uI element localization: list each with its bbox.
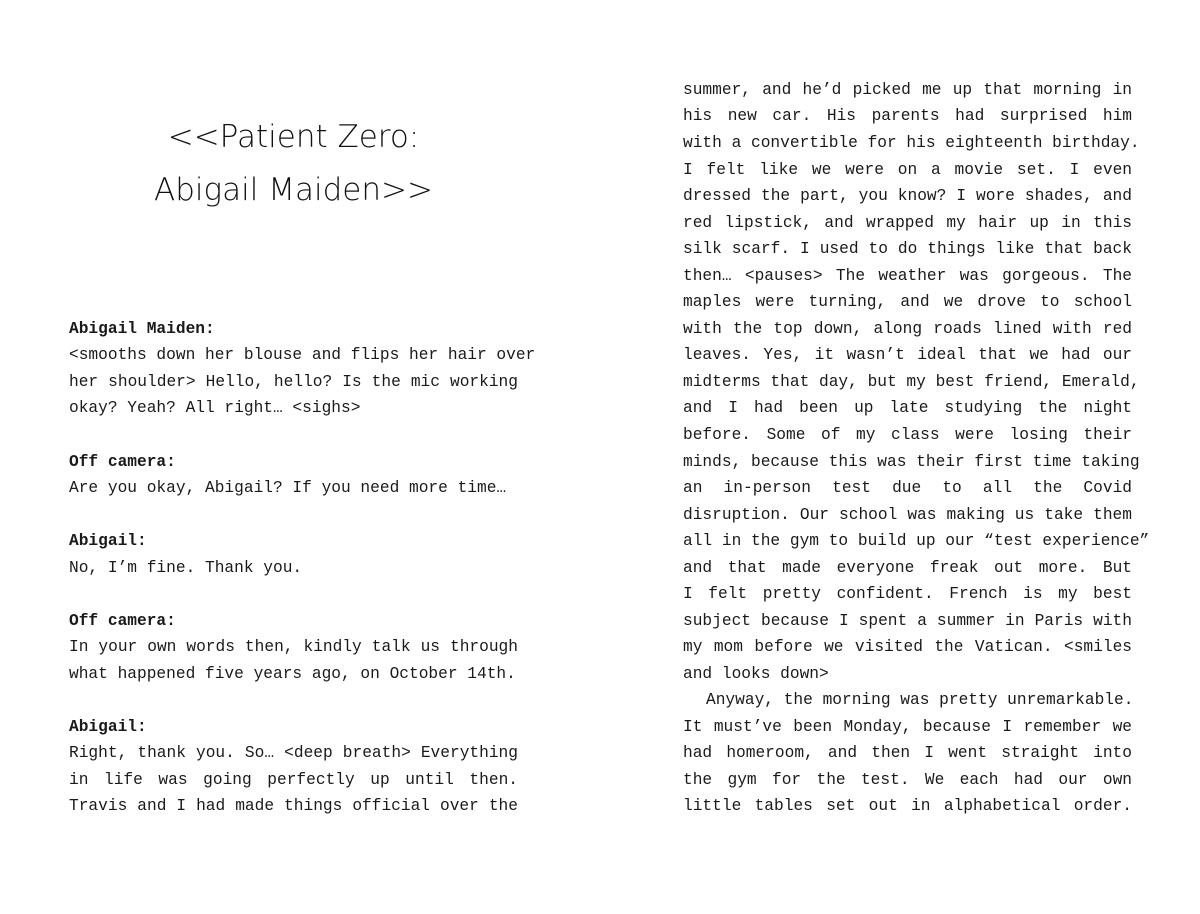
body-line: then… <pauses> The weather was gorgeous. The (683, 267, 1132, 285)
right-page (683, 0, 1150, 914)
body-line: I felt like we were on a movie set. I even (683, 161, 1132, 179)
body-line: subject because I spent a summer in Paris with (683, 612, 1132, 630)
dialogue-line: what happened five years ago, on October 14th. (69, 665, 516, 683)
body-line: and that made everyone freak out more. But (683, 559, 1132, 577)
dialogue-line: Right, thank you. So… <deep breath> Everything (69, 744, 518, 762)
body-line: It must’ve been Monday, because I remember we (683, 718, 1132, 736)
body-line: had homeroom, and then I went straight into (683, 744, 1132, 762)
body-line: minds, because this was their first time taking (683, 453, 1140, 471)
title-line-1: <<Patient Zero: (167, 119, 420, 155)
speaker-label: Off camera: (69, 453, 176, 471)
dialogue-line: In your own words then, kindly talk us through (69, 638, 518, 656)
body-line: leaves. Yes, it wasn’t ideal that we had our (683, 346, 1132, 364)
body-line: silk scarf. I used to do things like that back (683, 240, 1132, 258)
dialogue-line: No, I’m fine. Thank you. (69, 559, 303, 577)
body-line: summer, and he’d picked me up that morning in (683, 81, 1132, 99)
dialogue-line: her shoulder> Hello, hello? Is the mic working (69, 373, 518, 391)
body-line: an in-person test due to all the Covid (683, 479, 1132, 497)
body-line: and looks down> (683, 665, 829, 683)
body-line: his new car. His parents had surprised him (683, 107, 1132, 125)
body-line: little tables set out in alphabetical order. (683, 797, 1132, 815)
speaker-label: Abigail: (69, 532, 147, 550)
dialogue-line: Travis and I had made things official over the (69, 797, 518, 815)
body-line: midterms that day, but my best friend, Emerald, (683, 373, 1140, 391)
body-line: with the top down, along roads lined with red (683, 320, 1132, 338)
dialogue-line: <smooths down her blouse and flips her hair over (69, 346, 536, 364)
body-line: the gym for the test. We each had our own (683, 771, 1132, 789)
body-line-indented: Anyway, the morning was pretty unremarkable. (706, 691, 1134, 709)
body-line: dressed the part, you know? I wore shades, and (683, 187, 1132, 205)
dialogue-line: in life was going perfectly up until then. (69, 771, 518, 789)
body-line: and I had been up late studying the night (683, 399, 1132, 417)
body-line: all in the gym to build up our “test experience” (683, 532, 1150, 550)
title-line-2: Abigail Maiden>> (154, 172, 433, 208)
body-line: I felt pretty confident. French is my best (683, 585, 1132, 603)
speaker-label: Off camera: (69, 612, 176, 630)
speaker-label: Abigail: (69, 718, 147, 736)
body-line: my mom before we visited the Vatican. <smiles (683, 638, 1132, 656)
left-page (69, 0, 536, 914)
body-line: before. Some of my class were losing their (683, 426, 1132, 444)
body-line: with a convertible for his eighteenth birthday. (683, 134, 1140, 152)
speaker-label: Abigail Maiden: (69, 320, 215, 338)
dialogue-line: Are you okay, Abigail? If you need more time… (69, 479, 507, 497)
body-line: disruption. Our school was making us take them (683, 506, 1132, 524)
dialogue-line: okay? Yeah? All right… <sighs> (69, 399, 361, 417)
body-line: red lipstick, and wrapped my hair up in this (683, 214, 1132, 232)
body-line: maples were turning, and we drove to school (683, 293, 1132, 311)
